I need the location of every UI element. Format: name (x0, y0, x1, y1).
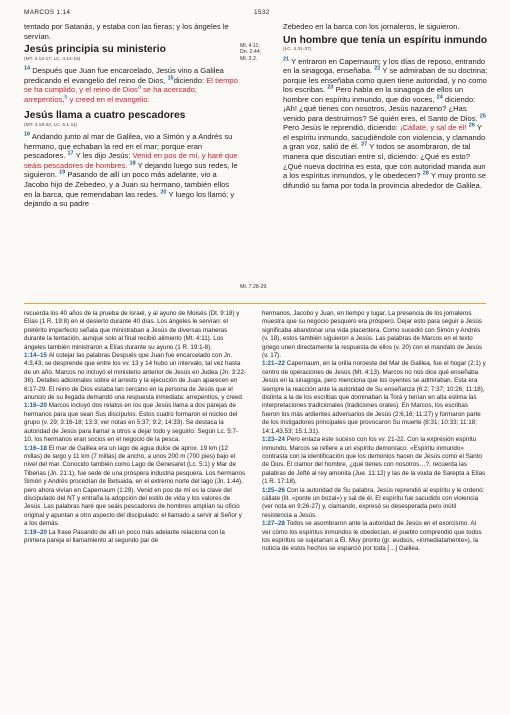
section-divider (24, 303, 486, 304)
left-text-column (24, 22, 238, 209)
note: 1:25–26 Con la autoridad de Su palabra, Jesús reprendió al espíritu y le ordenó: cállate (lit. «ponte un bozal») y sal de él. El espíritu fue sacudido con violencia (ver nota en 9:26-27) y, clamando, expresó su desesperada pero inútil resistencia a Jesús. (262, 486, 485, 519)
cross-ref-fishermen: (MT. 4.18-22; LC. 5.1-11) (24, 122, 78, 128)
words-of-jesus: ¡Cállate, y sal de él! (399, 123, 467, 133)
margin-cross-refs: Mt. 4.11; Dn. 2.44; Mt. 3.2. (240, 43, 262, 62)
section-heading-fishermen: Jesús llama a cuatro pescadores (24, 110, 186, 122)
note: 1:19–20 La frase Pasando de allí un poco más adelante relaciona con la primera pareja el llamamiento al segundo par de (24, 528, 225, 544)
note: 1:16–18 El mar de Galilea era un lago de agua dulce de aprox. 19 km (12 millas) de largo y 11 km (7 millas) de ancho, a unos 200 m (700 pies) bajo el nivel del mar. Conocido también como Lago de Genesaret (Lc. 5:1) y Mar de Tiberias (Jn. 21:1), fue sede de una próspera industria pesquera. Los hermanos Simón y Andrés procedían de Betsaida, en el extremo norte del lago (Jn. 1:44), pero ahora vivían en Capernaum (1:29). Venid en pos de mí es la clave del discipulado del NT y entraña la adopción del estilo de vida y los valores de Jesús. Las palabras haré que seáis pescadores de hombres amplían su oficio original y apuntan a otro aspecto del discipulado: el llamado a servir al Señor y a los demás. (24, 444, 246, 528)
note: hermanos, Jacobo y Juan, en tiempo y lugar. La presencia de los jornaleros muestra que su negocio pesquero era próspero. Dejar esto para seguir a Jesús significaba abandonar una vida placentera. Como sucedió con Simón y Andrés (v. 18), estos también siguieron a Jesús. Las palabras de Marcos en el texto griego unen directamente la respuesta de ellos (v. 20) con el mandato de Jesús (v. 17). (262, 310, 483, 360)
note: 1:27–28 Todos se asombraron ante la autoridad de Jesús en el exorcismo. Al ver cómo los espíritus inmundos le obedecían, el pueblo comprendió que todos los espíritus se sujetarían a Él. Muy pronto (gr. eudsús, «inmediatamente»), la noticia de estos hechos se esparció por toda […] Galilea. (262, 520, 482, 553)
section-heading-ministry: Jesús principia su ministerio (24, 44, 166, 56)
book-reference: MARCOS 1:14 (24, 9, 71, 16)
verses-21-28: $^{21}$ Y entraron en Capernaum; y los días de reposo, entrando en la sinagoga, enseñaba. $^{22}$ Y se admiraban de su doctrina; porque les enseñaba como quien tiene autoridad, y no como los escribas. $^{23}$ Pero había en la sinagoga de ellos un hombre con espíritu inmundo, que dio voces, $^{24}$ diciendo: ¡Ah! ¿qué tienes con nosotros, Jesús nazareno? ¿Has venido para destruirnos? Sé quién eres, el Santo de Dios. $^{25}$ Pero Jesús le reprendió, diciendo: ¡Cállate, y sal de él! $^{26}$ Y el espíritu inmundo, sacudiéndole con violencia, y clamando a gran voz, salió de él. $^{27}$ Y todos se asombraron, de tal manera que discutían entre sí, diciendo: ¿Qué es esto? ¿Qué nueva doctrina es esta, que con autoridad manda aun a los espíritus inmundos, y le obedecen? $^{28}$ Y muy pronto se difundió su fama por toda la provincia alrededor de Galilea. (283, 56, 488, 190)
note: recuerda los 40 años de la prueba de Israel, y al ayuno de Moisés (Dt. 9:18) y Elías (1 R. 19:8) en el desierto durante 40 días. Los ángeles le servían: el pretérito imperfecto señala que ministraban a Jesús de diversas maneras durante la tentación, aunque solo al final recibió alimento (Mt. 4:11). Los ángeles también ministraron a Elías durante su ayuno (1 R. 19:1-8). (24, 310, 240, 351)
note: 1:14–15 Al cotejar las palabras Después que Juan fue encarcelado con Jn. 4:3,43, se desprende que entre los vv. 13 y 14 hubo un intervalo, tal vez hasta de un año. Marcos no incluyó el ministerio anterior de Jesús en Judea (Jn. 3:22-36). Detalles adicionales sobre el arresto y la ejecución de Juan aparecen en 6:17-29. El reino de Dios estaba tan cercano en la persona de Jesús que el anuncio de su llegada demandó una respuesta inmediata: arrepentíos, y creed. (24, 352, 246, 402)
cross-ref-ministry: (MT. 4.12-17; LC. 4.14-15) (24, 56, 81, 62)
intro-text: tentado por Satanás, y estaba con las fieras; y los ángeles le servían. (24, 22, 229, 41)
page-header (24, 9, 486, 19)
note: 1:21–22 Capernaum, en la orilla noroeste del Mar de Galilea, fue el hogar (2:1) y centro de operaciones de Jesús (Mt. 4:13). Marcos no nos dice qué enseñaba Jesús en la sinagoga, pero menciona que los oyentes se admiraban. Esta era siempre la reacción ante la autoridad de Su enseñanza (6:2; 7:37; 10:26; 11:18), distinta a la de los escribas que dominaban la Torá y tenían en alta estima las interpretaciones tradicionales (tradiciones orales). En Marcos, los escribas fueron los más ardientes adversarios de Jesús (2:6,16; 11:27) y formaron parte de los instigadores principales que provocaron Su muerte (8:31; 10:33; 11:18; 14:1,43,53; 15:1,31). (262, 360, 486, 435)
study-notes-right (262, 310, 486, 554)
page-number: 1532 (254, 9, 270, 16)
cross-ref-unclean-spirit: (LC. 4.31-37) (283, 47, 312, 53)
note: 1:23–24 Pero enlaza este suceso con los vv. 21-22. Con la expresión espíritu inmundo, Marcos se refiere a un espíritu demoníaco. «Espíritu inmundo» contrasta con la identificación que los demonios hacen de Jesús como el Santo de Dios. El clamor del hombre, ¿qué tienes con nosotros…?, recuerda las palabras de Jefté al rey amonita (Jue. 11:12) y las de la viuda de Sarepta a Elías (1 R. 17:18). (262, 436, 486, 486)
words-of-jesus: El tiempo se ha cumplido, y el reino de Dios (24, 75, 238, 95)
right-text-column (283, 22, 489, 190)
margin-cross-ref-bottom: Mt. 7.28-29. (240, 284, 268, 290)
note: 1:16–20 Marcos incluyó dos relatos en los que Jesús llama a dos parejas de hermanos para que sean Sus discípulos. Estos cuatro formaron el núcleo del grupo (v. 29; 3:16-18; 13:3; ver notas en 5:37; 9:2; 14:33). Se destaca la autoridad de Jesús para llamar a otros a dejar todo y seguirlo. Según Lc. 5:7-10, los hermanos eran socios en el negocio de la pesca. (24, 402, 239, 444)
intro-text-right: Zebedeo en la barca con los jornaleros, le siguieron. (283, 22, 460, 31)
verses-16-20: $^{16}$ Andando junto al mar de Galilea, vio a Simón y a Andrés su hermano, que echaban la red en el mar; porque eran pescadores. $^{17}$ Y les dijo Jesús: Venid en pos de mí, y haré que seáis pescadores de hombres. $^{18}$ Y dejando luego sus redes, le siguieron. $^{19}$ Pasando de allí un poco más adelante, vio a Jacobo hijo de Zebedeo, y a Juan su hermano, también ellos en la barca, que remendaban las redes. $^{20}$ Y luego los llamó; y dejando a su padre (24, 131, 238, 209)
study-notes-left (24, 310, 246, 545)
words-of-jesus: Venid en pos de mí, y haré que seáis pescadores de hombres. (24, 151, 238, 170)
verses-14-15: $^{14}$ Después que Juan fue encarcelado, Jesús vino a Galilea predicando el evangelio del reino de Dios, $^{15}$diciendo: El tiempo se ha cumplido, y el reino de Dios$^a$ se ha acercado; arrepentíos,$^b$ y creed en el evangelio. (24, 65, 238, 104)
verse-number: 15 (167, 75, 174, 82)
verse-number: 14 (24, 65, 31, 72)
section-heading-unclean-spirit: Un hombre que tenía un espíritu inmundo (283, 34, 488, 46)
